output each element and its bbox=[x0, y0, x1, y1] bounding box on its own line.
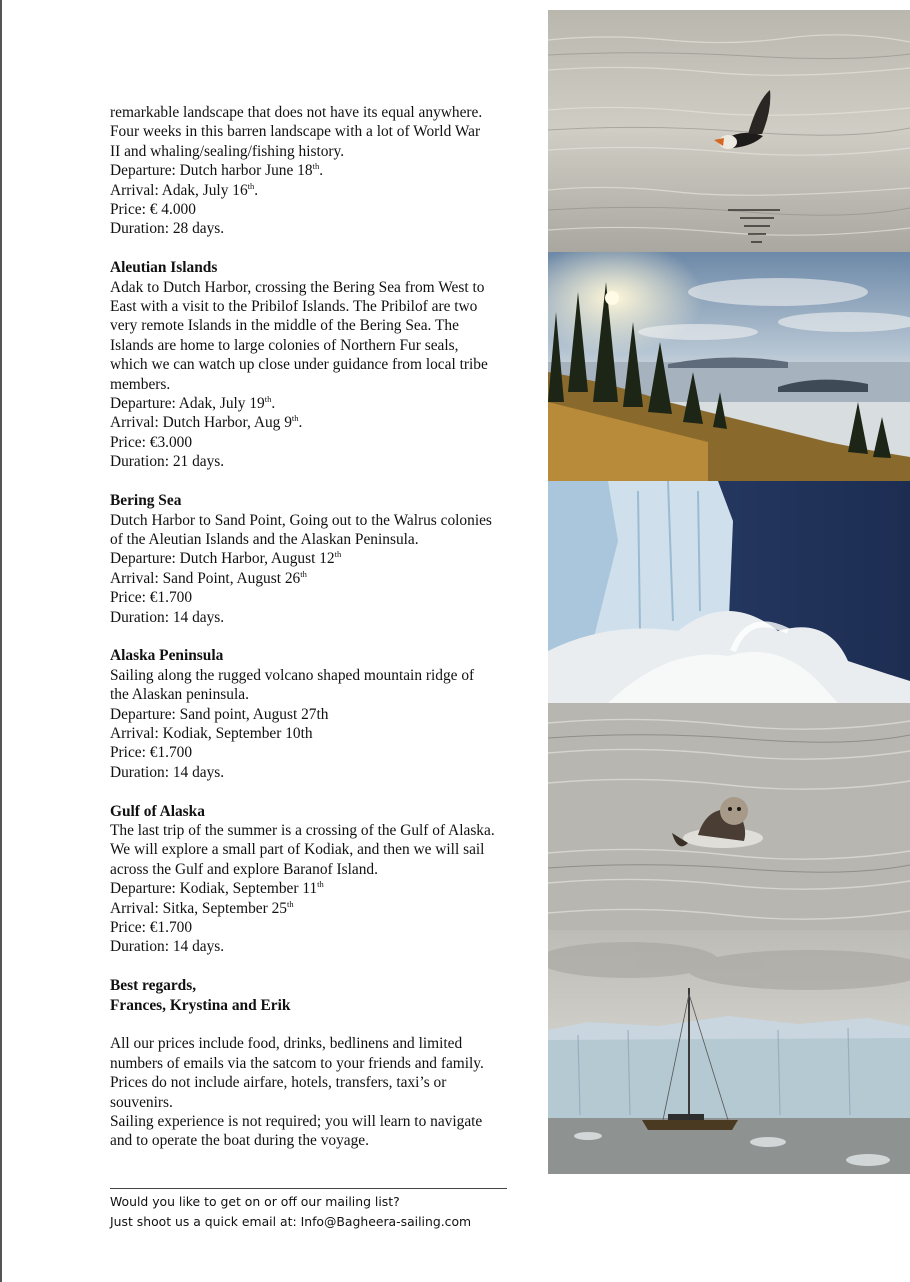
intro-duration: Duration: 28 days. bbox=[110, 220, 225, 238]
trip-price: Price: €3.000 bbox=[110, 433, 193, 451]
intro-line: II and whaling/sealing/fishing history. bbox=[110, 142, 345, 160]
trip-line: very remote Islands in the middle of the Bering Sea. The bbox=[110, 317, 459, 335]
signoff-names: Frances, Krystina and Erik bbox=[110, 996, 291, 1014]
trip-duration: Duration: 14 days. bbox=[110, 608, 225, 626]
trip-departure: Departure: Dutch Harbor, August 12th bbox=[110, 549, 342, 568]
trip-duration: Duration: 21 days. bbox=[110, 453, 225, 471]
trip-line: The last trip of the summer is a crossing of the Gulf of Alaska. bbox=[110, 821, 495, 839]
trip-line: Islands are home to large colonies of Northern Fur seals, bbox=[110, 336, 459, 354]
footer bbox=[110, 1192, 530, 1232]
signoff-greeting: Best regards, bbox=[110, 977, 197, 995]
puffin-flying-photo bbox=[548, 10, 910, 252]
intro-price: Price: € 4.000 bbox=[110, 201, 196, 219]
notes-line: Prices do not include airfare, hotels, transfers, taxi’s or bbox=[110, 1074, 447, 1092]
signoff-block bbox=[110, 976, 540, 1015]
document-text bbox=[110, 103, 540, 1151]
photo-column bbox=[548, 10, 910, 1174]
trip-line: Sailing along the rugged volcano shaped mountain ridge of bbox=[110, 666, 475, 684]
trip-line: We will explore a small part of Kodiak, and then we will sail bbox=[110, 841, 485, 859]
trip-title: Alaska Peninsula bbox=[110, 647, 224, 665]
notes-line: and to operate the boat during the voyage. bbox=[110, 1132, 369, 1150]
notes-block bbox=[110, 1034, 540, 1150]
trip-price: Price: €1.700 bbox=[110, 744, 193, 762]
trip-title: Gulf of Alaska bbox=[110, 802, 205, 820]
trip-gulf-of-alaska bbox=[110, 802, 540, 957]
glacier-calving-photo bbox=[548, 481, 910, 703]
sailboat-glacier-photo bbox=[548, 930, 910, 1174]
footer-divider bbox=[110, 1188, 507, 1189]
trip-line: Dutch Harbor to Sand Point, Going out to the Walrus colonies bbox=[110, 511, 492, 529]
trip-arrival: Arrival: Sitka, September 25th bbox=[110, 898, 294, 917]
intro-arrival: Arrival: Adak, July 16th. bbox=[110, 180, 259, 199]
footer-contact-email[interactable]: Just shoot us a quick email at: Info@Bagheera-sailing.com bbox=[110, 1214, 472, 1229]
trip-price: Price: €1.700 bbox=[110, 919, 193, 936]
trip-price: Price: €1.700 bbox=[110, 589, 193, 607]
notes-line: souvenirs. bbox=[110, 1093, 173, 1111]
trip-line: East with a visit to the Pribilof Islands. The Pribilof are two bbox=[110, 298, 478, 316]
forest-coast-sunset-photo bbox=[548, 252, 910, 481]
trip-duration: Duration: 14 days. bbox=[110, 938, 225, 956]
trip-duration: Duration: 14 days. bbox=[110, 763, 225, 781]
trip-line: the Alaskan peninsula. bbox=[110, 686, 249, 704]
footer-mailing-list-question: Would you like to get on or off our mailing list? bbox=[110, 1194, 400, 1209]
trip-departure: Departure: Sand point, August 27th bbox=[110, 705, 329, 723]
notes-line: Sailing experience is not required; you will learn to navigate bbox=[110, 1113, 483, 1131]
trip-arrival: Arrival: Sand Point, August 26th bbox=[110, 568, 307, 587]
trip-line: across the Gulf and explore Baranof Island. bbox=[110, 860, 378, 878]
trip-line: of the Aleutian Islands and the Alaskan Peninsula. bbox=[110, 530, 419, 548]
notes-line: numbers of emails via the satcom to your friends and family. bbox=[110, 1054, 484, 1072]
trip-departure: Departure: Adak, July 19th. bbox=[110, 394, 276, 413]
intro-departure: Departure: Dutch harbor June 18th. bbox=[110, 161, 324, 180]
trip-title: Bering Sea bbox=[110, 492, 182, 510]
trip-alaska-peninsula bbox=[110, 646, 540, 782]
intro-line: remarkable landscape that does not have its equal anywhere. bbox=[110, 104, 483, 121]
notes-line: All our prices include food, drinks, bedlinens and limited bbox=[110, 1035, 463, 1053]
trip-departure: Departure: Kodiak, September 11th bbox=[110, 879, 324, 898]
trip-aleutian-islands bbox=[110, 258, 540, 471]
trip-line: Adak to Dutch Harbor, crossing the Bering Sea from West to bbox=[110, 278, 485, 296]
trip-arrival: Arrival: Kodiak, September 10th bbox=[110, 724, 313, 742]
trip-title: Aleutian Islands bbox=[110, 259, 218, 277]
trip-line: which we can watch up close under guidance from local tribe bbox=[110, 356, 488, 374]
page-left-edge bbox=[0, 0, 2, 1282]
intro-line: Four weeks in this barren landscape with a lot of World War bbox=[110, 123, 481, 141]
sea-otter-photo bbox=[548, 703, 910, 930]
trip-bering-sea bbox=[110, 491, 540, 627]
trip-arrival: Arrival: Dutch Harbor, Aug 9th. bbox=[110, 413, 303, 432]
trip-line: members. bbox=[110, 375, 171, 393]
intro-block bbox=[110, 103, 540, 239]
